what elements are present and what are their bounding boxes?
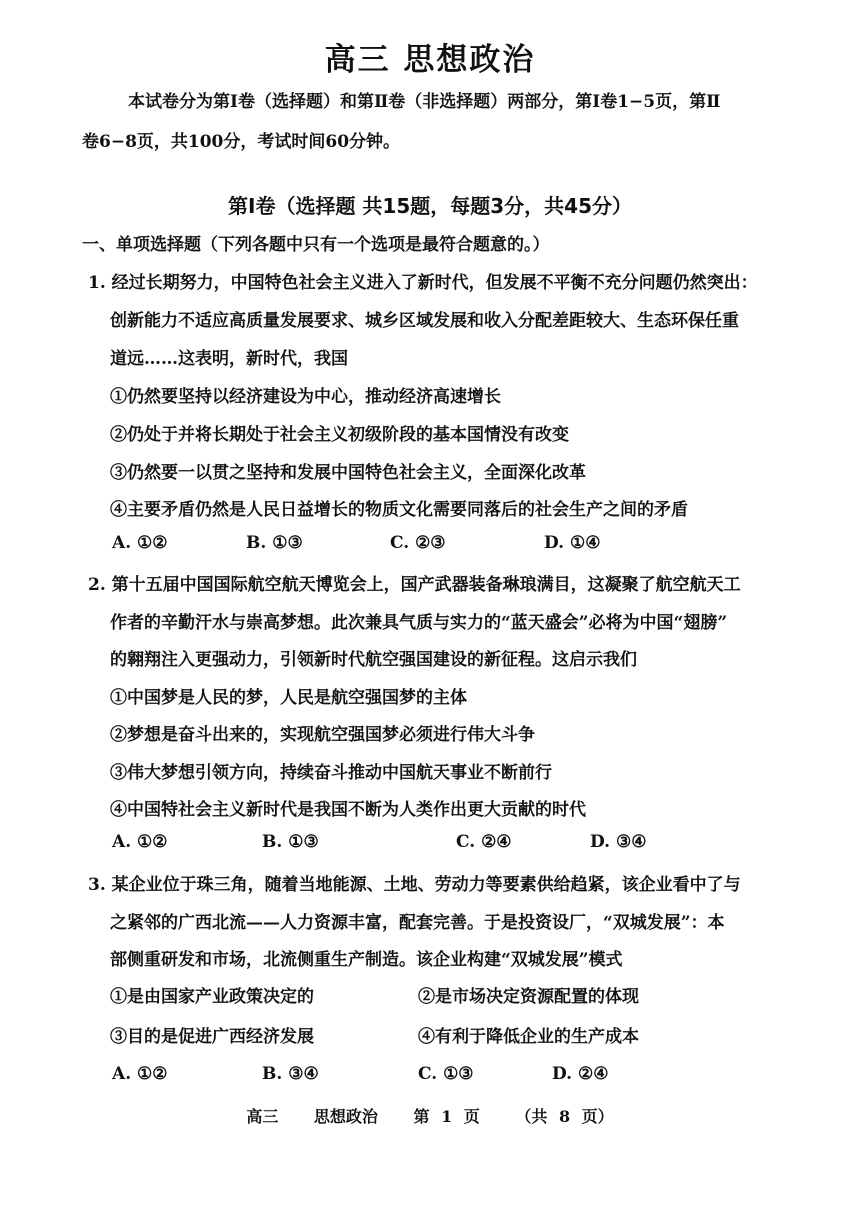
- instructions-line-1: 本试卷分为第Ⅰ卷（选择题）和第Ⅱ卷（非选择题）两部分，第Ⅰ卷1−5页，第Ⅱ: [128, 92, 721, 112]
- q3-statement-3: ③目的是促进广西经济发展: [110, 1027, 314, 1047]
- section-heading: 第Ⅰ卷（选择题 共15题，每题3分，共45分）: [228, 194, 632, 218]
- q3-option-a: A. ①②: [112, 1064, 168, 1084]
- q1-statement-2: ②仍处于并将长期处于社会主义初级阶段的基本国情没有改变: [110, 425, 569, 445]
- q1-statement-4: ④主要矛盾仍然是人民日益增长的物质文化需要同落后的社会生产之间的矛盾: [110, 500, 688, 520]
- q1-stem-line-3: 道远……这表明，新时代，我国: [110, 349, 348, 369]
- q2-option-b: B. ①③: [262, 832, 319, 852]
- q3-option-b: B. ③④: [262, 1064, 319, 1084]
- q2-statement-3: ③伟大梦想引领方向，持续奋斗推动中国航天事业不断前行: [110, 763, 552, 783]
- q2-stem-line-1: 2. 第十五届中国国际航空航天博览会上，国产武器装备琳琅满目，这凝聚了航空航天工: [88, 575, 741, 595]
- part-heading: 一、单项选择题（下列各题中只有一个选项是最符合题意的。）: [82, 235, 550, 255]
- exam-instructions: [82, 82, 802, 162]
- footer-grade: 高三: [246, 1107, 279, 1126]
- q2-stem-line-3: 的翱翔注入更强动力，引领新时代航空强国建设的新征程。这启示我们: [110, 650, 637, 670]
- q2-option-a: A. ①②: [112, 832, 168, 852]
- q1-stem-line-1: 1. 经过长期努力，中国特色社会主义进入了新时代，但发展不平衡不充分问题仍然突出：: [88, 273, 758, 293]
- q1-statement-3: ③仍然要一以贯之坚持和发展中国特色社会主义，全面深化改革: [110, 463, 586, 483]
- instructions-line-2: 卷6−8页，共100分，考试时间60分钟。: [82, 132, 401, 152]
- q3-stem-line-3: 部侧重研发和市场，北流侧重生产制造。该企业构建“双城发展”模式: [110, 950, 623, 970]
- q2-option-c: C. ②④: [456, 832, 512, 852]
- q2-stem-line-2: 作者的辛勤汗水与崇高梦想。此次兼具气质与实力的“蓝天盛会”必将为中国“翅膀”: [110, 613, 728, 633]
- q3-option-c: C. ①③: [418, 1064, 474, 1084]
- q3-statement-4: ④有利于降低企业的生产成本: [418, 1027, 639, 1047]
- q1-option-d: D. ①④: [544, 533, 601, 553]
- q2-statement-4: ④中国特社会主义新时代是我国不断为人类作出更大贡献的时代: [110, 800, 586, 820]
- q3-stem-line-2: 之紧邻的广西北流——人力资源丰富，配套完善。于是投资设厂，“双城发展”：本: [110, 913, 725, 933]
- footer-page-number: 第 1 页: [413, 1107, 480, 1126]
- exam-title: 高三 思想政治: [324, 42, 536, 78]
- q3-option-d: D. ②④: [552, 1064, 609, 1084]
- q1-statement-1: ①仍然要坚持以经济建设为中心，推动经济高速增长: [110, 387, 501, 407]
- footer-subject: 思想政治: [313, 1107, 378, 1126]
- q1-option-b: B. ①③: [246, 533, 303, 553]
- q1-option-c: C. ②③: [390, 533, 446, 553]
- q2-statement-2: ②梦想是奋斗出来的，实现航空强国梦必须进行伟大斗争: [110, 725, 535, 745]
- q1-stem-line-2: 创新能力不适应高质量发展要求、城乡区域发展和收入分配差距较大、生态环保任重: [110, 311, 739, 331]
- q2-statement-1: ①中国梦是人民的梦，人民是航空强国梦的主体: [110, 688, 467, 708]
- q3-statement-2: ②是市场决定资源配置的体现: [418, 987, 639, 1007]
- q3-stem-line-1: 3. 某企业位于珠三角，随着当地能源、土地、劳动力等要素供给趋紧，该企业看中了与: [88, 875, 741, 895]
- q1-option-a: A. ①②: [112, 533, 168, 553]
- q3-statement-1: ①是由国家产业政策决定的: [110, 987, 314, 1007]
- footer-total-pages: （共 8 页）: [515, 1107, 614, 1126]
- page-footer: [0, 1104, 860, 1127]
- q2-option-d: D. ③④: [590, 832, 647, 852]
